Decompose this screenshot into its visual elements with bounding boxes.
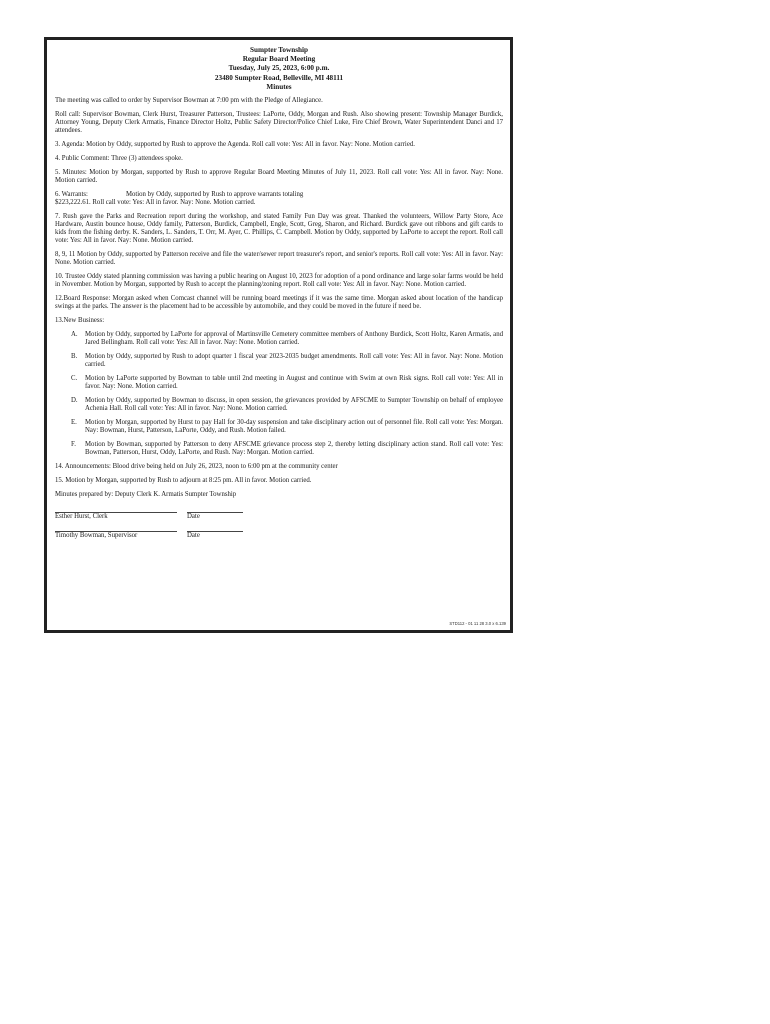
item-text: Motion by LaPorte supported by Bowman to table until 2nd meeting in August and continue with Swim at own Risk signs. Roll call vote: Yes: All in favor. Nay: None. Motion carried.: [85, 375, 503, 391]
reports-item: 8, 9, 11 Motion by Oddy, supported by Patterson receive and file the water/sewer report treasurer's report, and senior's reports. Roll call vote: Yes: All in favor. Nay: None. Motion carried.: [55, 251, 503, 267]
supervisor-signature-block: [55, 526, 503, 540]
public-comment-item: 4. Public Comment: Three (3) attendees spoke.: [55, 155, 183, 163]
parks-report-item: 7. Rush gave the Parks and Recreation report during the workshop, and stated Family Fun Day was great. Thanked the volunteers, Willow Party Store, Ace Hardware, Austin bounce house, Oddy family, Patterson, Burdick, Campbell, Engle, Scott, Greg, Sharon, and Richard. Burdick gave out ribbons and gift cards to kids from the fishing derby. K. Sanders, L. Sanders, T. Orr, M. Ayer, C. Phillips, C. Campbell. Motion by Oddy, supported by LaPorte to accept the report. Roll call vote: Yes: All in favor. Nay: None. Motion carried.: [55, 213, 503, 245]
meeting-address: 23480 Sumpter Road, Belleville, MI 48111: [214, 73, 344, 82]
document-content: [55, 46, 503, 545]
call-to-order: The meeting was called to order by Supervisor Bowman at 7:00 pm with the Pledge of Allegiance.: [55, 97, 323, 105]
board-response-item: 12.Board Response: Morgan asked when Comcast channel will be running board meetings if it was the same time. Morgan asked about location of the handicap swings at the parks. The answer is the placement had to be accessible by automobile, and they could be moved in the future if need be.: [55, 295, 503, 311]
item-marker: E.: [71, 419, 77, 427]
clerk-date-label: Date: [187, 513, 200, 521]
item-text: Motion by Morgan, supported by Hurst to pay Hall for 30-day suspension and take disciplinary action out of personnel file. Roll call vote: Yes: Morgan. Nay: Bowman, Hurst, Patterson, LaPorte, Oddy, and Rush. Motion failed.: [85, 419, 503, 435]
supervisor-name: Timothy Bowman, Supervisor: [55, 532, 138, 540]
list-item: [55, 331, 503, 347]
meeting-type: Regular Board Meeting: [242, 55, 316, 64]
item-marker: D.: [71, 397, 78, 405]
warrants-total: $223,222.61. Roll call vote: Yes: All in favor. Nay: None. Motion carried.: [55, 199, 256, 207]
new-business-heading: 13.New Business:: [55, 317, 105, 325]
supervisor-date-label: Date: [187, 532, 200, 540]
item-marker: F.: [71, 441, 76, 449]
planning-item: 10. Trustee Oddy stated planning commission was having a public hearing on August 10, 2023 for adoption of a pond ordinance and large solar farms would be held in November. Motion by Morgan, supported by Rush to accept the planning/zoning report. Roll call vote: Yes: All in favor. Nay: None. Motion carried.: [55, 273, 503, 289]
list-item: [55, 375, 503, 391]
list-item: [55, 397, 503, 413]
clerk-name: Esther Hurst, Clerk: [55, 513, 108, 521]
minutes-document: [44, 37, 513, 633]
clerk-signature-block: [55, 507, 503, 521]
item-marker: C.: [71, 375, 78, 383]
warrants-item: [55, 191, 503, 207]
announcements-item: 14. Announcements: Blood drive being held on July 26, 2023, noon to 6:00 pm at the community center: [55, 463, 338, 471]
new-business-list: [55, 331, 503, 457]
document-header: [55, 46, 503, 92]
meeting-date: Tuesday, July 25, 2023, 6:00 p.m.: [228, 64, 330, 73]
footer-code: STD112 - 01 11 28 3.0 x 6.139: [449, 621, 506, 626]
prepared-by: Minutes prepared by: Deputy Clerk K. Armatis Sumpter Township: [55, 491, 237, 499]
township-name: Sumpter Township: [250, 46, 308, 54]
agenda-item: 3. Agenda: Motion by Oddy, supported by Rush to approve the Agenda. Roll call vote: Yes: All in favor. Nay: None. Motion carried.: [55, 141, 415, 149]
item-marker: A.: [71, 331, 78, 339]
minutes-item: 5. Minutes: Motion by Morgan, supported by Rush to approve Regular Board Meeting Minutes of July 11, 2023. Roll call vote: Yes: All in favor. Nay: None. Motion carried.: [55, 169, 503, 185]
item-text: Motion by Bowman, supported by Patterson to deny AFSCME grievance process step 2, thereby letting disciplinary action stand. Roll call vote: Yes: Bowman, Patterson, Hurst, Oddy, LaPorte, and Rush. Nay: Morgan. Motion carried.: [85, 441, 503, 457]
warrants-motion: Motion by Oddy, supported by Rush to approve warrants totaling: [125, 191, 304, 199]
item-text: Motion by Oddy, supported by Rush to adopt quarter 1 fiscal year 2023-2035 budget amendments. Roll call vote: Yes: All in favor. Nay: None. Motion carried.: [85, 353, 503, 369]
document-title: Minutes: [266, 82, 292, 91]
list-item: [55, 441, 503, 457]
item-text: Motion by Oddy, supported by Bowman to discuss, in open session, the grievances provided by AFSCME to Sumpter Township on behalf of employee Achenia Hall. Roll call vote: Yes: All in favor. Nay: None. Motion carried.: [85, 397, 503, 413]
warrants-label: 6. Warrants:: [55, 191, 88, 199]
list-item: [55, 353, 503, 369]
roll-call: Roll call: Supervisor Bowman, Clerk Hurst, Treasurer Patterson, Trustees: LaPorte, Oddy, Morgan and Rush. Also showing present: Township Manager Burdick, Attorney Young, Deputy Clerk Armatis, Finance Director Holtz, Public Safety Director/Police Chief Luke, Fire Chief Brown, Water Superintendent Danci and 17 attendees.: [55, 111, 503, 135]
list-item: [55, 419, 503, 435]
adjourn-item: 15. Motion by Morgan, supported by Rush to adjourn at 8:25 pm. All in favor. Motion carried.: [55, 477, 312, 485]
item-text: Motion by Oddy, supported by LaPorte for approval of Martinsville Cemetery committee members of Anthony Burdick, Scott Holtz, Karen Armatis, and Jared Bellingham. Roll call vote: Yes: All in favor. Nay: None. Motion carried.: [85, 331, 503, 347]
item-marker: B.: [71, 353, 78, 361]
